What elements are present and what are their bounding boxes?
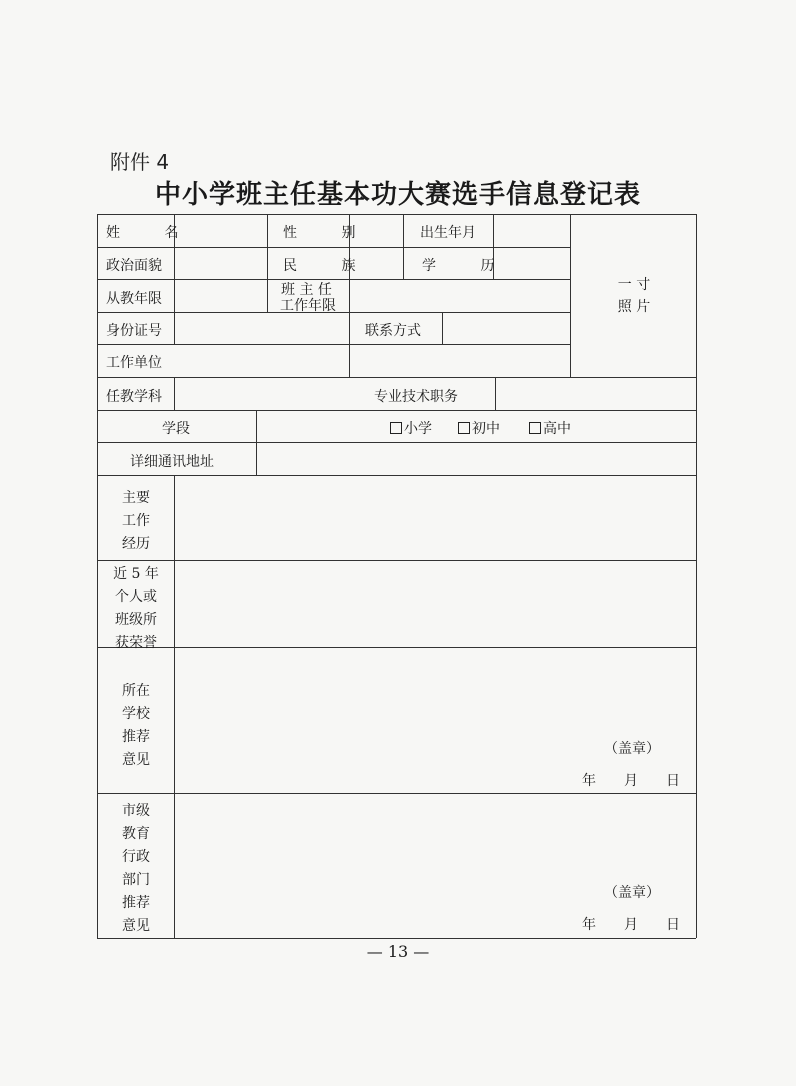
grid-line [97,938,696,939]
checkbox[interactable] [390,422,402,434]
stage-option-middle[interactable] [458,418,500,438]
city-seal-label: （盖章） [604,885,660,901]
address-label: 详细通讯地址 [130,454,214,470]
subject-label: 任教学科 [106,389,162,405]
school-seal-label: （盖章） [604,741,660,757]
grid-line [97,247,570,248]
stage-option-label: 初中 [472,421,500,437]
teaching-years-label: 从教年限 [106,291,162,307]
grid-line [570,214,571,377]
grid-line [97,560,696,561]
grid-line [97,475,696,476]
city-opinion-label: 市级 教育 行政 部门 推荐 意见 [122,803,150,934]
id-number-label: 身份证号 [106,323,162,339]
education-label: 学 历 [422,258,515,274]
contact-label: 联系方式 [365,323,421,339]
grid-line [495,377,496,410]
photo-placeholder-line1: 一 寸 [617,277,651,293]
experience-label: 主要 工作 经历 [122,490,150,552]
school-date-label: 年 月 日 [582,773,680,789]
grid-line [97,442,696,443]
checkbox[interactable] [529,422,541,434]
name-label: 姓 名 [106,225,199,241]
form-title: 中小学班主任基本功大赛选手信息登记表 [154,180,641,210]
grid-line [97,214,98,938]
grid-line [403,214,404,279]
gender-label: 性 别 [283,225,376,241]
city-date-label: 年 月 日 [582,917,680,933]
grid-line [97,279,570,280]
stage-option-label: 小学 [404,421,432,437]
stage-option-primary[interactable] [390,418,432,438]
honors-label: 近 5 年 个人或 班级所 获荣誉 [113,566,159,651]
grid-line [97,344,570,345]
grid-line [97,377,696,378]
grid-line [696,214,697,938]
grid-line [267,214,268,312]
school-opinion-label: 所在 学校 推荐 意见 [122,683,150,768]
grid-line [174,377,175,410]
photo-placeholder-line2: 照 片 [617,299,651,315]
ethnicity-label: 民 族 [283,258,376,274]
work-unit-label: 工作单位 [106,355,162,371]
head-teacher-label-line2: 工作年限 [280,298,336,314]
grid-line [174,475,175,938]
stage-option-high[interactable] [529,418,571,438]
stage-label: 学段 [162,421,190,437]
grid-line [256,410,257,475]
grid-line [97,647,696,648]
title-duty-label: 专业技术职务 [374,389,458,405]
attachment-label: 附件 4 [110,150,170,174]
politics-label: 政治面貌 [106,258,162,274]
checkbox[interactable] [458,422,470,434]
grid-line [97,410,696,411]
grid-line [97,214,696,215]
birth-label: 出生年月 [420,225,476,241]
grid-line [97,793,696,794]
stage-option-label: 高中 [543,421,571,437]
grid-line [442,312,443,344]
page-number: — 13 — [366,942,430,961]
head-teacher-label-line1: 班 主 任 [281,282,332,298]
